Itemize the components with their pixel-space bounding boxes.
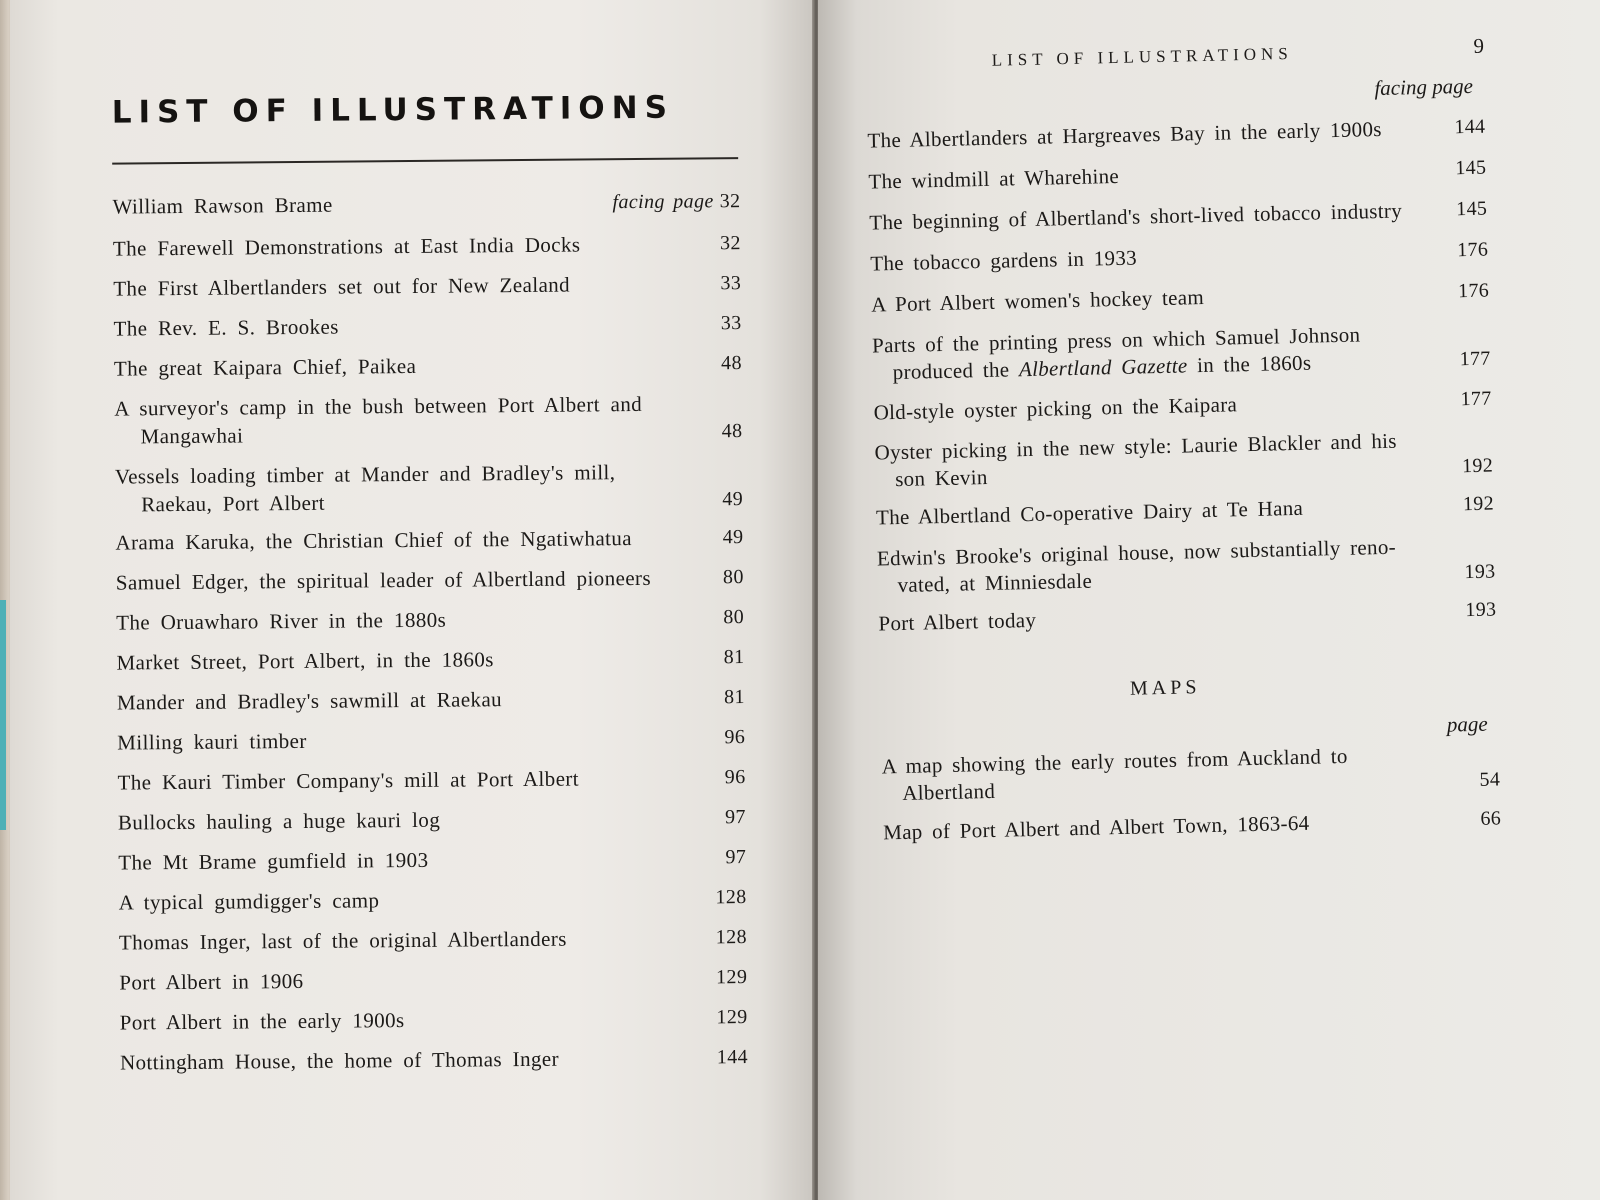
map-entry-text: A map showing the early routes from Auckland to Albertland	[881, 743, 1348, 805]
list-item	[116, 603, 744, 636]
entry-page: 193	[1465, 598, 1497, 622]
list-item	[113, 309, 741, 342]
right-page	[818, 0, 1600, 1200]
list-item	[117, 723, 745, 756]
list-item	[117, 683, 745, 716]
entry-page: 145	[1455, 156, 1487, 180]
list-item	[868, 155, 1486, 196]
map-entry-text: Map of Port Albert and Albert Town, 1863-64	[882, 810, 1310, 845]
map-entry-page: 66	[1480, 807, 1502, 830]
entry-text	[872, 320, 1433, 387]
entry-text: The Mt Brame gumfield in 1903	[118, 847, 429, 875]
list-item	[870, 237, 1488, 278]
list-item	[114, 389, 742, 450]
entry-text: Market Street, Port Albert, in the 1860s	[116, 647, 494, 675]
list-item	[117, 763, 745, 796]
entry-page: 144	[716, 1046, 749, 1069]
entry-page: 32	[719, 190, 741, 213]
entry-text: Port Albert in the early 1900s	[119, 1008, 405, 1035]
list-item	[120, 1043, 748, 1076]
entry-text: The Oruawharo River in the 1880s	[116, 607, 447, 635]
entry-page: 177	[1459, 347, 1491, 371]
list-item	[881, 739, 1500, 807]
entry-page: 32	[719, 232, 741, 255]
list-item	[873, 386, 1491, 427]
entry-page: 49	[722, 488, 744, 511]
entry-text: Samuel Edger, the spiritual leader of Albertland pioneers	[115, 565, 652, 595]
title-rule	[112, 157, 738, 164]
left-page	[10, 0, 816, 1200]
entry-text: The windmill at Wharehine	[868, 163, 1120, 194]
list-item	[878, 596, 1496, 637]
list-item	[877, 531, 1496, 599]
entry-page: 96	[724, 726, 746, 749]
entry-text: Nottingham House, the home of Thomas Inger	[119, 1046, 560, 1075]
entry-text: Port Albert in 1906	[119, 968, 304, 995]
entry-page: 33	[720, 272, 742, 295]
list-item	[869, 196, 1487, 237]
entry-text: The Kauri Timber Company's mill at Port Albert	[117, 766, 580, 795]
entry-page: 128	[715, 886, 747, 909]
entry-page: 128	[715, 926, 748, 949]
maps-heading: MAPS	[1129, 676, 1201, 700]
entry-page: 48	[721, 352, 743, 375]
entry-text: Vessels loading timber at Mander and Bradley's mill, Raekau, Port Albert	[114, 460, 616, 517]
entry-text: The Albertland Co-operative Dairy at Te Hana	[875, 495, 1304, 530]
list-item	[115, 457, 743, 518]
entry-page: 81	[723, 646, 745, 669]
list-item	[872, 319, 1491, 387]
entry-text: Oyster picking in the new style: Laurie Blackler and his son Kevin	[874, 428, 1397, 492]
list-item	[867, 114, 1485, 155]
entry-text: Mander and Bradley's sawmill at Raekau	[116, 687, 503, 715]
entry-page: 97	[724, 806, 747, 829]
entry-text: Bullocks hauling a huge kauri log	[117, 807, 441, 835]
entry-text: The First Albertlanders set out for New Zealand	[113, 272, 571, 301]
entry-page: 81	[723, 686, 745, 709]
entry-text: The Farewell Demonstrations at East India Docks	[112, 232, 581, 261]
list-item	[119, 963, 747, 996]
entry-text: Milling kauri timber	[117, 728, 307, 755]
list-item	[116, 643, 744, 676]
entry-text: A typical gumdigger's camp	[118, 888, 380, 915]
facing-page-label: facing page	[612, 190, 714, 214]
list-item	[115, 523, 743, 556]
page-title: LIST OF ILLUSTRATIONS	[111, 89, 675, 131]
entry-page: 193	[1464, 560, 1496, 584]
entry-text: The Albertlanders at Hargreaves Bay in the early 1900s	[867, 116, 1382, 153]
entry-text: Thomas Inger, last of the original Albertlanders	[118, 926, 567, 955]
publication-title: Albertland Gazette	[1018, 353, 1188, 382]
entry-text: The great Kaipara Chief, Paikea	[113, 353, 417, 381]
entry-text: A surveyor's camp in the bush between Port Albert and Mangawhai	[114, 391, 643, 449]
list-item	[113, 229, 741, 262]
entry-page: 192	[1462, 492, 1495, 516]
entry-text: Port Albert today	[878, 607, 1037, 636]
entry-page: 129	[716, 966, 748, 989]
entry-page: 145	[1456, 197, 1488, 221]
map-entry-page: 54	[1479, 768, 1501, 791]
facing-page-label: facing page	[1374, 73, 1474, 101]
entry-text-part: Parts of the printing press on which Samuel Johnson produced the	[871, 322, 1361, 385]
entry-page: 176	[1457, 279, 1490, 303]
list-item	[871, 278, 1489, 319]
list-item	[119, 883, 747, 916]
list-item	[876, 490, 1494, 531]
list-item	[883, 805, 1501, 846]
entry-text: A Port Albert women's hockey team	[870, 285, 1205, 317]
entry-page: 49	[722, 526, 744, 549]
running-head: LIST OF ILLUSTRATIONS	[991, 43, 1293, 70]
list-item	[119, 923, 747, 956]
entry-page: 192	[1461, 454, 1494, 478]
list-item	[118, 803, 746, 836]
entry-text: Arama Karuka, the Christian Chief of the Ngatiwhatua	[115, 526, 633, 555]
entry-text: The beginning of Albertland's short-lived tobacco industry	[869, 198, 1403, 235]
list-item	[114, 349, 742, 382]
list-item	[113, 269, 741, 302]
list-item	[120, 1003, 748, 1036]
entry-page: 176	[1456, 238, 1489, 262]
entry-text: The tobacco gardens in 1933	[870, 245, 1138, 276]
page-label: page	[1446, 711, 1488, 737]
entry-text: The Rev. E. S. Brookes	[113, 314, 339, 341]
entry-page: 96	[724, 766, 746, 789]
entry-page: 80	[723, 606, 745, 629]
entry-page: 33	[720, 312, 742, 335]
entry-page: 129	[716, 1006, 748, 1029]
entry-page: 97	[725, 846, 747, 869]
list-item	[116, 563, 744, 596]
page-number: 9	[1473, 33, 1485, 58]
entry-page: 144	[1454, 115, 1486, 139]
list-item	[874, 426, 1493, 494]
list-item	[118, 843, 746, 876]
entry-text: William Rawson Brame	[112, 192, 333, 219]
book-cover-edge	[0, 600, 6, 830]
entry-page: 48	[721, 420, 743, 443]
entry-text: Old-style oyster picking on the Kaipara	[873, 392, 1238, 425]
entry-page: 177	[1460, 387, 1492, 411]
list-item	[112, 187, 740, 220]
entry-text: Edwin's Brooke's original house, now substantially reno-vated, at Minniesdale	[876, 534, 1397, 598]
entry-page: 80	[722, 566, 744, 589]
entry-text-part: in the 1860s	[1187, 350, 1312, 378]
